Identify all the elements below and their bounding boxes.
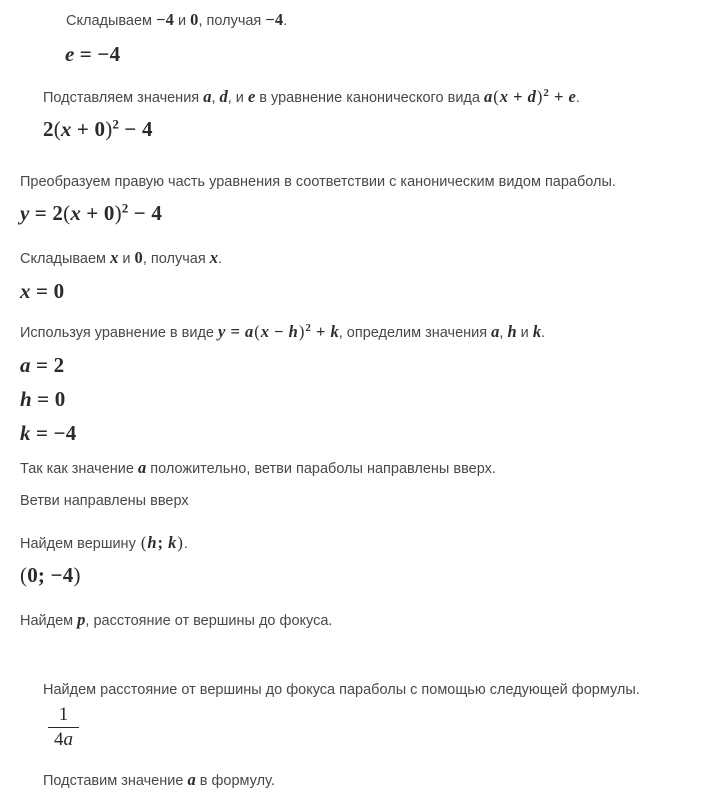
text-fragment: ,: [211, 90, 220, 106]
inline-math-x2: x: [209, 248, 218, 267]
math-open-paren: (: [53, 117, 61, 141]
text-fragment: .: [183, 536, 188, 552]
math-plus: +: [80, 201, 104, 225]
inline-math-d: d: [219, 87, 228, 106]
inline-math-a: a: [187, 770, 196, 789]
step-transform-right-side: [0, 172, 707, 228]
math-coefficient-two: 2: [43, 117, 54, 141]
inline-math-exponent: 2: [305, 322, 311, 335]
inline-math-equals: =: [226, 322, 244, 341]
fraction-denominator: [48, 728, 79, 751]
text-fragment: .: [575, 90, 580, 106]
step-formula-fraction: [48, 704, 707, 751]
inline-math-open-paren: (: [493, 87, 499, 106]
step-add-x-result: [20, 278, 707, 306]
inline-math-semicolon: ;: [157, 533, 168, 552]
step-add-x: [0, 248, 707, 306]
inline-math-k: k: [168, 533, 177, 552]
inline-math-p: p: [77, 610, 86, 629]
fraction-denominator-number: 4: [54, 729, 64, 750]
inline-math-d2: d: [527, 87, 536, 106]
math-value-two: 2: [53, 353, 65, 377]
inline-math-k: k: [330, 322, 339, 341]
step-identify-result-h: [20, 386, 707, 414]
inline-math-a2: a: [491, 322, 500, 341]
step-identify-result-k: [20, 420, 707, 448]
math-zero: 0: [94, 117, 106, 141]
step-transform-result: [20, 200, 707, 228]
step-substitute-result: [43, 116, 707, 144]
math-equals: =: [31, 387, 55, 411]
fraction-denominator-variable: a: [63, 729, 73, 750]
math-var-a: a: [20, 353, 31, 377]
inline-math-zero: 0: [134, 248, 143, 267]
fraction-one-over-four-a: [48, 704, 79, 751]
text-fragment: .: [283, 13, 288, 29]
inline-math-zero: 0: [190, 10, 199, 29]
step-identify-prose: [20, 322, 707, 343]
math-var-y: y: [20, 201, 30, 225]
math-open-paren: (: [20, 563, 28, 587]
text-fragment: .: [217, 251, 222, 267]
math-var-k: k: [20, 421, 31, 445]
math-coefficient-two: 2: [52, 201, 64, 225]
step-vertex-prose: [20, 533, 707, 554]
text-fragment: ,: [499, 325, 508, 341]
text-fragment: в формулу.: [195, 773, 275, 789]
text-fragment: .: [541, 325, 546, 341]
text-fragment: , получая: [142, 251, 210, 267]
text-fragment: положительно, ветви параболы направлены вверх.: [146, 461, 496, 477]
inline-math-e2: e: [568, 87, 576, 106]
inline-math-close-paren: ): [536, 87, 543, 106]
step-find-p: [0, 610, 707, 631]
text-fragment: в уравнение канонического вида: [255, 90, 484, 106]
text-fragment: Найдем: [20, 613, 78, 629]
step-find-p-prose: [20, 610, 707, 631]
math-four: 4: [151, 201, 163, 225]
inline-math-h2: h: [507, 322, 517, 341]
text-fragment: Найдем вершину: [20, 536, 140, 552]
math-equals: =: [30, 279, 54, 303]
inline-math-a: a: [137, 458, 147, 477]
inline-math-a: a: [203, 87, 212, 106]
math-value-minus-four: −4: [53, 421, 77, 445]
step-vertex-result: [20, 562, 707, 590]
step-identify-result-a: [20, 352, 707, 380]
math-four: 4: [141, 117, 153, 141]
inline-math-open-paren: (: [140, 533, 147, 552]
step-substitute-vertex-form: [0, 87, 707, 144]
inline-math-plus: +: [508, 87, 527, 106]
math-equals: =: [29, 201, 53, 225]
math-semicolon: ;: [37, 563, 51, 587]
text-fragment: и: [516, 325, 533, 341]
inline-math-close-paren: ): [298, 322, 305, 341]
math-vertex-h: 0: [27, 563, 38, 587]
math-var-h: h: [20, 387, 32, 411]
math-exponent: 2: [112, 116, 119, 132]
text-fragment: , расстояние от вершины до фокуса.: [85, 613, 333, 629]
inline-math-a2: a: [483, 87, 493, 106]
step-substitute-a: [0, 770, 707, 791]
math-equals: =: [74, 42, 98, 66]
step-transform-prose: Преобразуем правую часть уравнения в соответствии с каноническим видом параболы.: [20, 174, 616, 190]
math-value-minus-four: −4: [97, 42, 121, 66]
math-var-x: x: [20, 279, 31, 303]
math-minus: −: [128, 201, 152, 225]
step-direction-prose: [20, 458, 707, 479]
step-substitute-prose: [43, 87, 707, 108]
text-fragment: Так как значение: [20, 461, 138, 477]
step-formula-prose: Найдем расстояние от вершины до фокуса параболы с помощью следующей формулы.: [43, 682, 640, 698]
math-equals: =: [30, 353, 54, 377]
inline-math-x: x: [499, 87, 508, 106]
inline-math-exponent: 2: [543, 87, 549, 100]
inline-math-close-paren: ): [177, 533, 183, 552]
math-var-x: x: [70, 201, 81, 225]
text-fragment: , определим значения: [338, 325, 492, 341]
math-open-paren: (: [63, 201, 71, 225]
inline-math-minus-four-2: −4: [265, 10, 284, 29]
inline-math-a: a: [245, 322, 254, 341]
math-close-paren: ): [73, 563, 81, 587]
inline-math-k2: k: [532, 322, 542, 341]
inline-math-plus-2: +: [549, 87, 568, 106]
inline-math-x: x: [260, 322, 269, 341]
text-fragment: и: [173, 13, 191, 29]
inline-math-plus: +: [311, 322, 330, 341]
math-close-paren: ): [105, 117, 113, 141]
inline-math-y: y: [218, 322, 226, 341]
inline-math-h: h: [288, 322, 298, 341]
fraction-numerator: 1: [58, 704, 69, 725]
inline-math-minus-four: −4: [156, 10, 174, 29]
text-fragment: Подставим значение: [43, 773, 188, 789]
text-fragment: и: [118, 251, 135, 267]
math-var-x: x: [60, 117, 72, 141]
text-fragment: Используя уравнение в виде: [20, 325, 219, 341]
math-minus: −: [118, 117, 142, 141]
step-vertex: [0, 533, 707, 590]
step-identify-ahk: [0, 322, 707, 448]
text-fragment: Складываем: [66, 13, 157, 29]
math-zero: 0: [53, 279, 65, 303]
step-add-e-result: [65, 41, 707, 69]
step-formula: [0, 680, 707, 751]
text-fragment: Подставляем значения: [43, 90, 204, 106]
inline-math-minus: −: [270, 322, 288, 341]
math-var-e: e: [65, 42, 75, 66]
math-plus: +: [71, 117, 95, 141]
step-add-e-prose: [66, 10, 707, 31]
inline-math-x: x: [110, 248, 119, 267]
math-value-zero: 0: [54, 387, 66, 411]
math-vertex-k: −4: [50, 563, 74, 587]
step-add-e: [0, 10, 707, 69]
inline-math-open-paren: (: [254, 322, 260, 341]
math-equals: =: [30, 421, 54, 445]
math-zero: 0: [103, 201, 115, 225]
inline-math-e: e: [247, 87, 256, 106]
math-close-paren: ): [114, 201, 122, 225]
step-direction: [0, 458, 707, 511]
text-fragment: , и: [227, 90, 248, 106]
step-direction-result: Ветви направлены вверх: [20, 493, 189, 509]
math-exponent: 2: [121, 200, 129, 216]
step-add-x-prose: [20, 248, 707, 269]
text-fragment: , получая: [198, 13, 266, 29]
inline-math-h: h: [147, 533, 157, 552]
step-substitute-a-prose: [43, 770, 707, 791]
text-fragment: Складываем: [20, 251, 111, 267]
